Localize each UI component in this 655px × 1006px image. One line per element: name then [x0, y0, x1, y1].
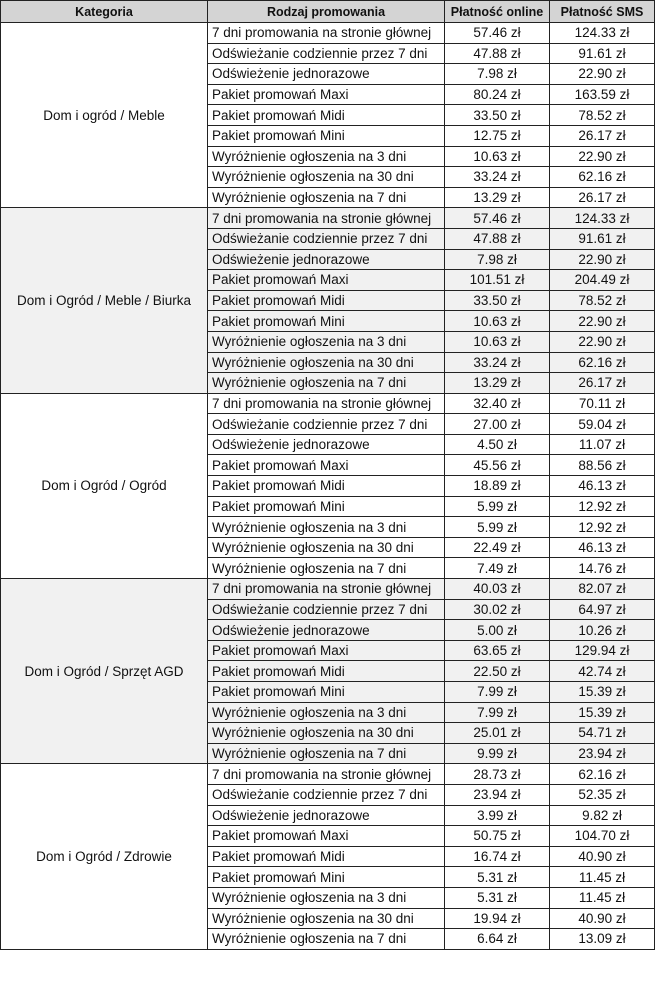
promotion-type-cell: Pakiet promowań Mini: [208, 867, 445, 888]
sms-price-cell: 82.07 zł: [550, 579, 655, 600]
online-price-cell: 33.24 zł: [445, 167, 550, 188]
online-price-cell: 32.40 zł: [445, 393, 550, 414]
promotion-type-cell: Pakiet promowań Midi: [208, 105, 445, 126]
promotion-type-cell: Pakiet promowań Midi: [208, 290, 445, 311]
online-price-cell: 10.63 zł: [445, 146, 550, 167]
online-price-cell: 80.24 zł: [445, 84, 550, 105]
promotion-type-cell: Wyróżnienie ogłoszenia na 3 dni: [208, 146, 445, 167]
online-price-cell: 45.56 zł: [445, 455, 550, 476]
sms-price-cell: 11.45 zł: [550, 887, 655, 908]
online-price-cell: 5.99 zł: [445, 496, 550, 517]
sms-price-cell: 40.90 zł: [550, 846, 655, 867]
category-group: [1, 764, 655, 949]
online-price-cell: 23.94 zł: [445, 784, 550, 805]
sms-price-cell: 54.71 zł: [550, 723, 655, 744]
online-price-cell: 18.89 zł: [445, 476, 550, 497]
promotion-type-cell: Wyróżnienie ogłoszenia na 7 dni: [208, 187, 445, 208]
online-price-cell: 19.94 zł: [445, 908, 550, 929]
online-price-cell: 13.29 zł: [445, 373, 550, 394]
table-row: [1, 23, 655, 44]
header-online-payment: Płatność online: [445, 1, 550, 23]
sms-price-cell: 12.92 zł: [550, 517, 655, 538]
online-price-cell: 22.49 zł: [445, 537, 550, 558]
sms-price-cell: 15.39 zł: [550, 702, 655, 723]
sms-price-cell: 64.97 zł: [550, 599, 655, 620]
online-price-cell: 5.31 zł: [445, 867, 550, 888]
sms-price-cell: 11.07 zł: [550, 434, 655, 455]
sms-price-cell: 46.13 zł: [550, 476, 655, 497]
sms-price-cell: 163.59 zł: [550, 84, 655, 105]
promotion-type-cell: Odświeżenie jednorazowe: [208, 434, 445, 455]
online-price-cell: 7.49 zł: [445, 558, 550, 579]
online-price-cell: 9.99 zł: [445, 743, 550, 764]
promotion-type-cell: Odświeżanie codziennie przez 7 dni: [208, 414, 445, 435]
sms-price-cell: 14.76 zł: [550, 558, 655, 579]
promotion-type-cell: Wyróżnienie ogłoszenia na 30 dni: [208, 723, 445, 744]
table-row: [1, 393, 655, 414]
online-price-cell: 25.01 zł: [445, 723, 550, 744]
sms-price-cell: 22.90 zł: [550, 311, 655, 332]
promotion-type-cell: 7 dni promowania na stronie głównej: [208, 23, 445, 44]
header-row: [1, 1, 655, 23]
table-row: [1, 579, 655, 600]
sms-price-cell: 10.26 zł: [550, 620, 655, 641]
online-price-cell: 6.64 zł: [445, 929, 550, 950]
promotion-type-cell: Wyróżnienie ogłoszenia na 3 dni: [208, 517, 445, 538]
sms-price-cell: 11.45 zł: [550, 867, 655, 888]
header-promotion-type: Rodzaj promowania: [208, 1, 445, 23]
promotion-type-cell: Odświeżanie codziennie przez 7 dni: [208, 784, 445, 805]
promotion-type-cell: Pakiet promowań Maxi: [208, 84, 445, 105]
table-header: [1, 1, 655, 23]
category-cell: Dom i Ogród / Sprzęt AGD: [1, 579, 208, 764]
promotion-type-cell: Odświeżenie jednorazowe: [208, 249, 445, 270]
sms-price-cell: 91.61 zł: [550, 43, 655, 64]
sms-price-cell: 62.16 zł: [550, 764, 655, 785]
promotion-type-cell: Odświeżanie codziennie przez 7 dni: [208, 599, 445, 620]
online-price-cell: 7.98 zł: [445, 64, 550, 85]
online-price-cell: 28.73 zł: [445, 764, 550, 785]
promotion-type-cell: Pakiet promowań Midi: [208, 846, 445, 867]
online-price-cell: 33.24 zł: [445, 352, 550, 373]
promotion-type-cell: Odświeżenie jednorazowe: [208, 620, 445, 641]
sms-price-cell: 15.39 zł: [550, 682, 655, 703]
sms-price-cell: 70.11 zł: [550, 393, 655, 414]
online-price-cell: 3.99 zł: [445, 805, 550, 826]
promotion-type-cell: 7 dni promowania na stronie głównej: [208, 764, 445, 785]
promotion-type-cell: Pakiet promowań Mini: [208, 682, 445, 703]
category-group: [1, 23, 655, 208]
online-price-cell: 7.98 zł: [445, 249, 550, 270]
online-price-cell: 22.50 zł: [445, 661, 550, 682]
promotion-type-cell: Odświeżenie jednorazowe: [208, 805, 445, 826]
online-price-cell: 5.00 zł: [445, 620, 550, 641]
sms-price-cell: 104.70 zł: [550, 826, 655, 847]
sms-price-cell: 88.56 zł: [550, 455, 655, 476]
promotion-type-cell: Wyróżnienie ogłoszenia na 7 dni: [208, 929, 445, 950]
promotion-type-cell: Pakiet promowań Maxi: [208, 270, 445, 291]
promotion-type-cell: Wyróżnienie ogłoszenia na 3 dni: [208, 702, 445, 723]
online-price-cell: 101.51 zł: [445, 270, 550, 291]
online-price-cell: 16.74 zł: [445, 846, 550, 867]
header-sms-payment: Płatność SMS: [550, 1, 655, 23]
promotion-type-cell: Wyróżnienie ogłoszenia na 7 dni: [208, 743, 445, 764]
category-cell: Dom i Ogród / Meble / Biurka: [1, 208, 208, 393]
promotion-type-cell: Wyróżnienie ogłoszenia na 30 dni: [208, 908, 445, 929]
sms-price-cell: 204.49 zł: [550, 270, 655, 291]
sms-price-cell: 78.52 zł: [550, 105, 655, 126]
sms-price-cell: 40.90 zł: [550, 908, 655, 929]
online-price-cell: 5.31 zł: [445, 887, 550, 908]
promotion-type-cell: Wyróżnienie ogłoszenia na 30 dni: [208, 537, 445, 558]
sms-price-cell: 22.90 zł: [550, 146, 655, 167]
online-price-cell: 40.03 zł: [445, 579, 550, 600]
sms-price-cell: 23.94 zł: [550, 743, 655, 764]
promotion-type-cell: Pakiet promowań Maxi: [208, 826, 445, 847]
online-price-cell: 13.29 zł: [445, 187, 550, 208]
online-price-cell: 47.88 zł: [445, 43, 550, 64]
promotion-type-cell: Pakiet promowań Mini: [208, 496, 445, 517]
promotion-type-cell: Wyróżnienie ogłoszenia na 7 dni: [208, 373, 445, 394]
online-price-cell: 50.75 zł: [445, 826, 550, 847]
sms-price-cell: 42.74 zł: [550, 661, 655, 682]
online-price-cell: 4.50 zł: [445, 434, 550, 455]
online-price-cell: 33.50 zł: [445, 105, 550, 126]
promotion-type-cell: Wyróżnienie ogłoszenia na 7 dni: [208, 558, 445, 579]
promotion-type-cell: Wyróżnienie ogłoszenia na 3 dni: [208, 331, 445, 352]
promotion-type-cell: Wyróżnienie ogłoszenia na 30 dni: [208, 352, 445, 373]
category-cell: Dom i Ogród / Ogród: [1, 393, 208, 578]
sms-price-cell: 22.90 zł: [550, 64, 655, 85]
promotion-type-cell: 7 dni promowania na stronie głównej: [208, 579, 445, 600]
promotion-type-cell: 7 dni promowania na stronie głównej: [208, 208, 445, 229]
table-row: [1, 208, 655, 229]
sms-price-cell: 26.17 zł: [550, 373, 655, 394]
online-price-cell: 47.88 zł: [445, 228, 550, 249]
sms-price-cell: 12.92 zł: [550, 496, 655, 517]
promotion-type-cell: Pakiet promowań Midi: [208, 661, 445, 682]
promotion-type-cell: Pakiet promowań Midi: [208, 476, 445, 497]
sms-price-cell: 124.33 zł: [550, 208, 655, 229]
sms-price-cell: 22.90 zł: [550, 249, 655, 270]
promotion-type-cell: Pakiet promowań Mini: [208, 125, 445, 146]
online-price-cell: 57.46 zł: [445, 23, 550, 44]
sms-price-cell: 9.82 zł: [550, 805, 655, 826]
promotion-type-cell: Wyróżnienie ogłoszenia na 30 dni: [208, 167, 445, 188]
online-price-cell: 30.02 zł: [445, 599, 550, 620]
promotion-type-cell: Odświeżanie codziennie przez 7 dni: [208, 43, 445, 64]
online-price-cell: 7.99 zł: [445, 702, 550, 723]
sms-price-cell: 62.16 zł: [550, 167, 655, 188]
category-cell: Dom i ogród / Meble: [1, 23, 208, 208]
online-price-cell: 63.65 zł: [445, 640, 550, 661]
online-price-cell: 5.99 zł: [445, 517, 550, 538]
sms-price-cell: 52.35 zł: [550, 784, 655, 805]
online-price-cell: 12.75 zł: [445, 125, 550, 146]
online-price-cell: 10.63 zł: [445, 331, 550, 352]
sms-price-cell: 59.04 zł: [550, 414, 655, 435]
sms-price-cell: 26.17 zł: [550, 125, 655, 146]
promotion-type-cell: Odświeżanie codziennie przez 7 dni: [208, 228, 445, 249]
sms-price-cell: 91.61 zł: [550, 228, 655, 249]
category-group: [1, 579, 655, 764]
online-price-cell: 10.63 zł: [445, 311, 550, 332]
header-category: Kategoria: [1, 1, 208, 23]
sms-price-cell: 22.90 zł: [550, 331, 655, 352]
online-price-cell: 27.00 zł: [445, 414, 550, 435]
online-price-cell: 33.50 zł: [445, 290, 550, 311]
sms-price-cell: 78.52 zł: [550, 290, 655, 311]
sms-price-cell: 13.09 zł: [550, 929, 655, 950]
sms-price-cell: 62.16 zł: [550, 352, 655, 373]
category-cell: Dom i Ogród / Zdrowie: [1, 764, 208, 949]
promotion-type-cell: Pakiet promowań Mini: [208, 311, 445, 332]
promotion-type-cell: Pakiet promowań Maxi: [208, 455, 445, 476]
promotion-type-cell: Odświeżenie jednorazowe: [208, 64, 445, 85]
table-row: [1, 764, 655, 785]
sms-price-cell: 124.33 zł: [550, 23, 655, 44]
online-price-cell: 7.99 zł: [445, 682, 550, 703]
category-group: [1, 208, 655, 393]
online-price-cell: 57.46 zł: [445, 208, 550, 229]
promotion-type-cell: Wyróżnienie ogłoszenia na 3 dni: [208, 887, 445, 908]
sms-price-cell: 46.13 zł: [550, 537, 655, 558]
promotion-type-cell: Pakiet promowań Maxi: [208, 640, 445, 661]
sms-price-cell: 129.94 zł: [550, 640, 655, 661]
category-group: [1, 393, 655, 578]
sms-price-cell: 26.17 zł: [550, 187, 655, 208]
promotion-type-cell: 7 dni promowania na stronie głównej: [208, 393, 445, 414]
